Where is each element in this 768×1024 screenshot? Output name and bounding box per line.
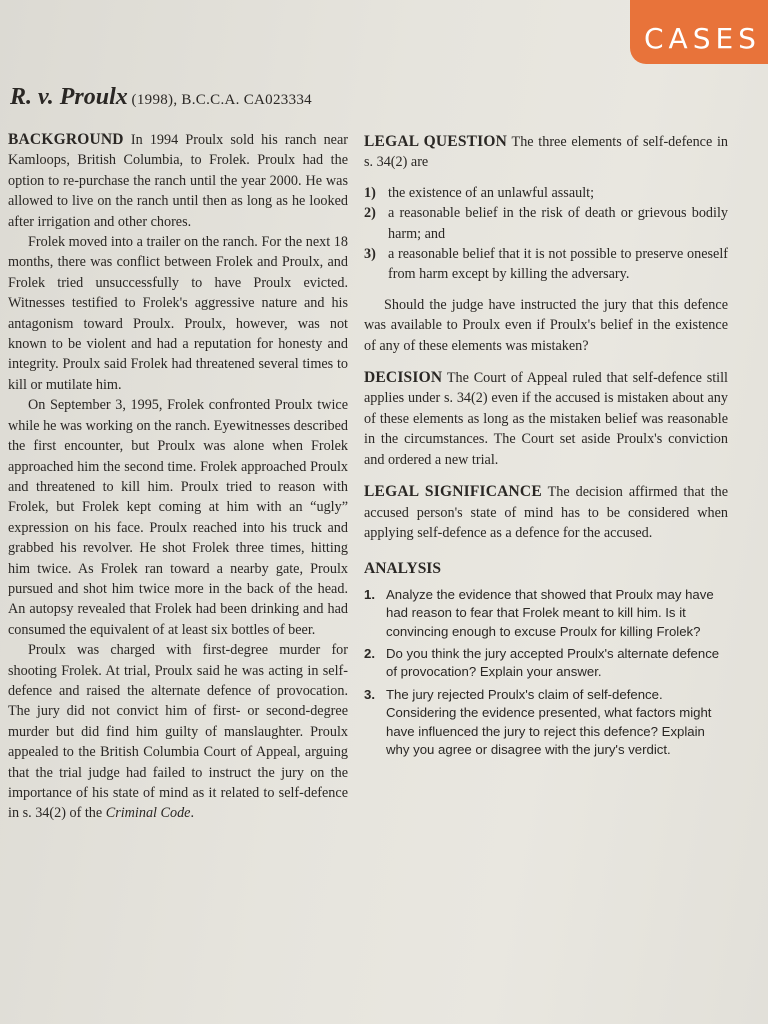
case-title: [10, 84, 312, 111]
significance-paragraph: LEGAL SIGNIFICANCE The decision affirmed that the accused person's state of mind has to be considered when applying self-defence as a defence for the accused.: [364, 483, 728, 541]
case-name: R. v. Proulx: [10, 84, 128, 110]
background-p3: On September 3, 1995, Frolek confronted Proulx twice while he was working on the ranch. Eyewitnesses described the first encounter, but Proulx was alone when Frolek approached him the second time. Frolek approached Proulx and threatened to kill him. Proulx tried to reason with Frolek, but Frolek kept coming at him with an “ugly” expression on his face. Proulx reached into his truck and grabbed his revolver. He shot Frolek three times, hitting him twice. As Frolek ran toward a nearby gate, Proulx pursued and shot him twice more in the back of the head. An autopsy revealed that Frolek had been drinking and had consumed the equivalent of at least six bottles of beer.: [8, 397, 349, 638]
analysis-questions: [364, 586, 728, 760]
left-column: [8, 130, 348, 824]
background-p1: BACKGROUND In 1994 Proulx sold his ranch near Kamloops, British Columbia, to Frolek. Proulx had the option to re-purchase the ranch until the year 2000. He was allowed to live on the ranch until then as long as he looked after irrigation and other chores.: [8, 131, 348, 230]
analysis-question: 2. Do you think the jury accepted Proulx's alternate defence of provocation? Explain your answer.: [364, 645, 720, 680]
background-p2: Frolek moved into a trailer on the ranch. For the next 18 months, there was conflict between Frolek and Proulx, and Frolek tried unsuccessfully to have Proulx evicted. Witnesses testified to Frolek's aggressive nature and his antagonism toward Proulx. Proulx, however, was not known to be violent and had a reputation for honesty and integrity. Proulx said Frolek had threatened several times to kill or mutilate him.: [8, 234, 348, 393]
analysis-question: 1. Analyze the evidence that showed that Proulx may have had reason to fear that Frolek meant to kill him. Is it convincing enough to excuse Proulx for killing Frolek?: [364, 586, 714, 639]
analysis-heading: ANALYSIS: [364, 560, 441, 578]
right-column: [364, 132, 728, 763]
self-defence-elements: [364, 183, 728, 285]
legal-question-intro: LEGAL QUESTION The three elements of self-defence in s. 34(2) are: [364, 133, 729, 171]
analysis-question: 3. The jury rejected Proulx's claim of self-defence. Considering the evidence presented, what factors might have influenced the jury to reject this defence? Explain why you agree or disagree with the jury's verdict.: [364, 686, 712, 757]
background-p4: Proulx was charged with first-degree murder for shooting Frolek. At trial, Proulx said he was acting in self-defence and raised the alternate defence of provocation. The jury did not convict him of first- or second-degree murder but did find him guilty of manslaughter. Proulx appealed to the British Columbia Court of Appeal, arguing that the trial judge had failed to instruct the jury on the importance of his state of mind as it related to self-defence in s. 34(2) of the Criminal Code.: [8, 642, 348, 822]
element-item: 1) the existence of an unlawful assault;: [364, 184, 595, 201]
legal-question-text: Should the judge have instructed the jury that this defence was available to Proulx even if Proulx's belief in the existence of any of these elements was mistaken?: [364, 296, 728, 354]
significance-heading: LEGAL SIGNIFICANCE: [364, 483, 542, 501]
criminal-code-title: Criminal Code: [105, 805, 191, 822]
background-heading: BACKGROUND: [8, 131, 124, 148]
legal-question-heading: LEGAL QUESTION: [364, 133, 508, 150]
element-item: 3) a reasonable belief that it is not possible to preserve oneself from harm except by killing the adversary.: [364, 246, 728, 283]
element-item: 2) a reasonable belief in the risk of death or grievous bodily harm; and: [364, 205, 728, 242]
case-citation: (1998), B.C.C.A. CA023334: [131, 92, 312, 108]
decision-paragraph: DECISION The Court of Appeal ruled that self-defence still applies under s. 34(2) even if the accused is mistaken about any of these elements as long as the mistaken belief was reasonable in the circumstances. The Court set aside Proulx's conviction and ordered a new trial.: [364, 369, 729, 468]
decision-heading: DECISION: [364, 369, 443, 387]
cases-tab: CASES: [630, 0, 768, 64]
